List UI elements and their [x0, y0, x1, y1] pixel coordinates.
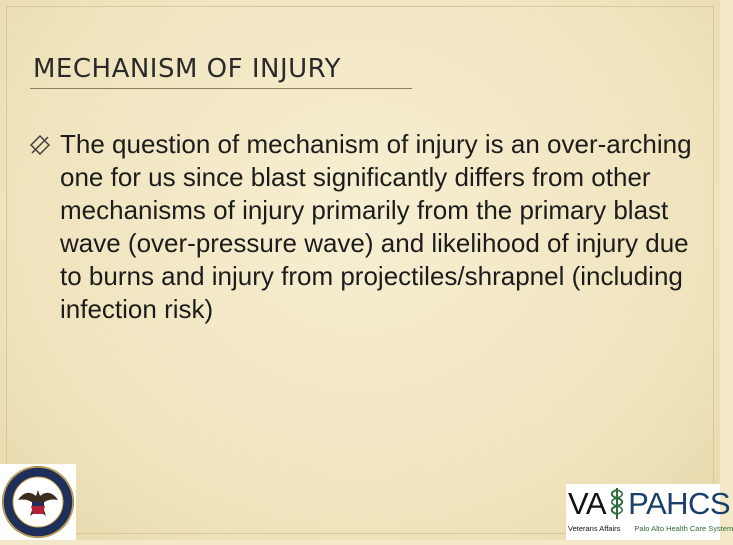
- va-department-seal-icon: [0, 464, 76, 540]
- bullet-item: [28, 128, 708, 326]
- palo-alto-subtitle: Palo Alto Health Care System: [634, 524, 733, 533]
- va-logo-text: VA: [568, 486, 607, 521]
- va-pahcs-subtitle: [568, 524, 733, 533]
- caduceus-icon: [606, 486, 628, 520]
- title-underline: [30, 88, 412, 89]
- bullet-text: The question of mechanism of injury is an over-arching one for us since blast significantly differs from other mechanisms of injury primarily from the primary blast wave (over-pressure wave) and likelihood of injury due to burns and injury from projectiles/shrapnel (including infection risk): [60, 129, 692, 324]
- veterans-affairs-subtitle: Veterans Affairs: [568, 524, 621, 533]
- slide-title: MECHANISM OF INJURY: [33, 54, 341, 84]
- pahcs-logo-text: PAHCS: [628, 486, 731, 521]
- hollow-diamond-bullet-icon: [28, 133, 52, 157]
- va-pahcs-logo: [566, 484, 733, 540]
- va-pahcs-wordmark: [568, 486, 730, 522]
- slide-body: [28, 128, 708, 326]
